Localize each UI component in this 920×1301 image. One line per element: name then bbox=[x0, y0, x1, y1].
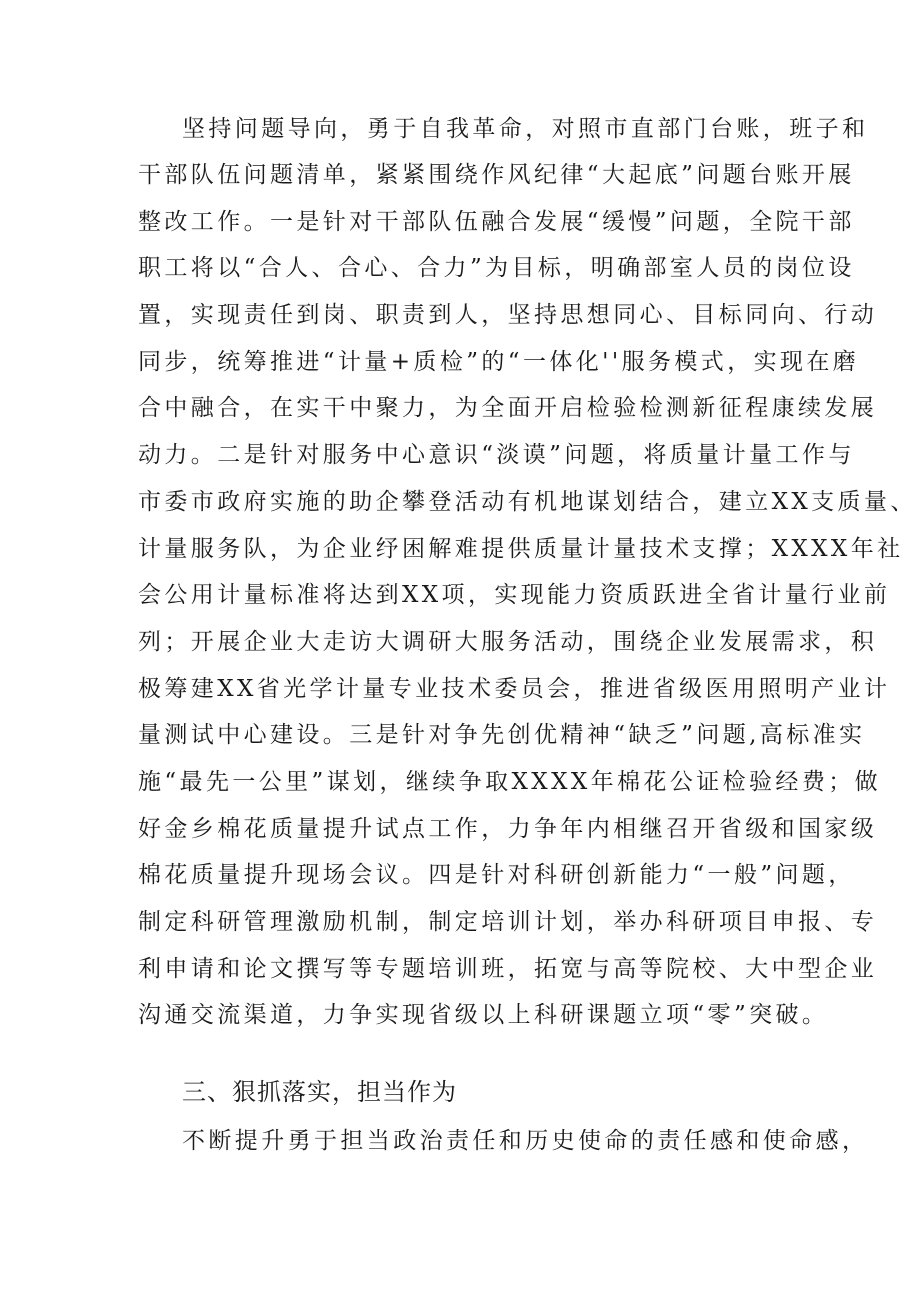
paragraph-line: 列；开展企业大走访大调研大服务活动，围绕企业发展需求，积 bbox=[138, 629, 878, 655]
paragraph-line: 好金乡棉花质量提升试点工作，力争年内相继召开省级和国家级 bbox=[138, 816, 878, 842]
paragraph-line: 置，实现责任到岗、职责到人，坚持思想同心、目标同向、行动 bbox=[138, 302, 878, 328]
paragraph-line: 量测试中心建设。三是针对争先创优精神“缺乏”问题,高标准实 bbox=[138, 722, 866, 748]
paragraph-line: 同步，统筹推进“计量+质检”的“一体化''服务模式，实现在磨 bbox=[138, 349, 860, 375]
paragraph-line: 职工将以“合人、合心、合力”为目标，明确部室人员的岗位设 bbox=[138, 255, 855, 281]
paragraph-line: 不断提升勇于担当政治责任和历史使命的责任感和使命感， bbox=[182, 1128, 869, 1154]
paragraph-line: 整改工作。一是针对干部队伍融合发展“缓慢”问题，全院干部 bbox=[138, 209, 855, 235]
paragraph-line: 棉花质量提升现场会议。四是针对科研创新能力“一般”问题， bbox=[138, 862, 855, 888]
paragraph-line: 市委市政府实施的助企攀登活动有机地谋划结合，建立XX支质量、 bbox=[138, 489, 917, 515]
paragraph-line: 动力。二是针对服务中心意识“淡谟”问题，将质量计量工作与 bbox=[138, 442, 855, 468]
paragraph-line: 干部队伍问题清单，紧紧围绕作风纪律“大起底”问题台账开展 bbox=[138, 162, 855, 188]
paragraph-line: 利申请和论文撰写等专题培训班，拓宽与高等院校、大中型企业 bbox=[138, 956, 878, 982]
paragraph-line: 坚持问题导向，勇于自我革命，对照市直部门台账，班子和 bbox=[182, 116, 869, 142]
paragraph-line: 会公用计量标准将达到XX项，实现能力资质跃进全省计量行业前 bbox=[138, 582, 891, 608]
paragraph-line: 沟通交流渠道，力争实现省级以上科研课题立项“零”突破。 bbox=[138, 1002, 829, 1028]
section-heading: 三、狠抓落实，担当作为 bbox=[182, 1078, 457, 1106]
paragraph-line: 合中融合，在实干中聚力，为全面开启检验检测新征程康续发展 bbox=[138, 395, 878, 421]
paragraph-line: 制定科研管理激励机制，制定培训计划，举办科研项目申报、专 bbox=[138, 909, 878, 935]
paragraph-line: 计量服务队，为企业纾困解难提供质量计量技术支撑；XXXX年社 bbox=[138, 536, 904, 562]
paragraph-line: 施“最先一公里”谋划，继续争取XXXX年棉花公证检验经费；做 bbox=[138, 769, 882, 795]
paragraph-line: 极筹建XX省光学计量专业技术委员会，推进省级医用照明产业计 bbox=[138, 676, 891, 702]
